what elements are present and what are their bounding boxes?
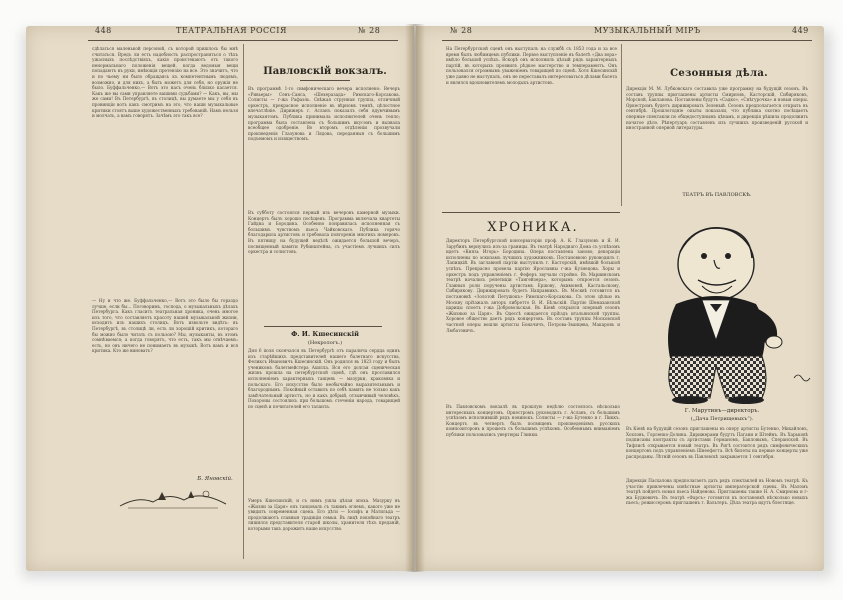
- caricature-caption-2: („Дача Петрищевыхъ“).: [690, 416, 754, 422]
- landscape-vignette: [118, 486, 228, 512]
- right-running-title: МУЗЫКАЛЬНЫЙ МІРЪ: [594, 26, 701, 35]
- left-column-rule: [243, 44, 244, 559]
- caricature-illustration: [624, 208, 814, 404]
- chronicle-rule: [442, 212, 620, 213]
- theatre-note: ТЕАТРЪ ВЪ ПАВЛОВСКѢ.: [682, 192, 752, 198]
- signature: Б. Яновскій.: [197, 476, 233, 482]
- left-running-title: ТЕАТРАЛЬНАЯ РОССІЯ: [176, 26, 287, 35]
- right-header-rule: [442, 40, 812, 41]
- page-gutter: [405, 24, 425, 572]
- season-title: Сезонныя дѣла.: [670, 68, 768, 79]
- obituary-rule-top: [264, 326, 382, 327]
- right-column-text-1: На Петербургской сценѣ онъ выступалъ на службѣ съ 1853 года и за все время былъ любимцемъ публики. Первое выступленіе въ балетѣ «Два вора» имѣло большой успѣхъ. Вскорѣ онъ исполнилъ цѣлый рядъ характерныхъ партій, въ которыхъ проявилъ рѣдкое мастерство и темпераментъ. Онъ пользовался огромнымъ уваженіемъ товарищей по сценѣ. Хотя Кшесинскій уже давно не выступалъ, онъ не переставалъ интересоваться дѣлами балета и являлся вдохновителемъ молодыхъ артистовъ.: [446, 46, 617, 85]
- pavlovsk-underline: [300, 80, 350, 81]
- obituary-text: Дня 6 іюля скончался въ Петербургѣ отъ паралича сердца одинъ изъ старѣйшихъ представителей нашего балетнаго искусства, Феликсъ Ивановичъ Кшесинскій. Онъ родился въ 1823 году и былъ ученикомъ балетмейстера Ахилла. Вся его долгая сценическая жизнь прошла на петербургской сценѣ, гдѣ онъ прославился исполненіемъ характерныхъ танцевъ — мазурки, краковяка и польскаго. Его искусство было необычайно выразительнымъ и благороднымъ. Покойный оставилъ по себѣ память не только какъ замѣчательный артистъ, но и какъ добрый, отзывчивый человѣкъ. Похороны состоялись при большомъ стеченіи народа, товарищей по сценѣ и почитателей его таланта.: [248, 348, 400, 409]
- obituary-sub: (Некрологъ.): [307, 340, 343, 346]
- right-issue-number: № 28: [450, 26, 473, 35]
- chronicle-text-2: Въ Павловскомъ вокзалѣ въ прошлую недѣлю состоялось нѣсколько интересныхъ концертовъ. Оркестромъ руководилъ г. Асланъ, съ большимъ успѣхомъ исполнившій рядъ новинокъ. Солисты — г-жа Бутенко и г. Пиккъ. Концертъ въ четвергъ былъ посвященъ произведеніямъ русскихъ композиторовъ и прошелъ съ большимъ успѣхомъ. Особеннымъ вниманіемъ публики пользовались увертюры Глинки.: [446, 404, 620, 437]
- right-column-text-bottom-2: Дирекція Пасхалова предполагаетъ дать рядъ спектаклей въ Новомъ театрѣ. Къ участію привлечены извѣстные артисты императорской сцены. Въ Маломъ театрѣ пойдетъ новая пьеса Найденова. Приглашены также Н. А. Смирнова и г-жа Будкевичъ. Въ театрѣ «Фарсъ» готовятся къ постановкѣ нѣсколько новыхъ пьесъ; режиссеромъ приглашенъ г. Вальтеръ. Дѣла театра идутъ блестяще.: [626, 478, 808, 506]
- pavlovsk-text-2: Въ субботу состоялся первый изъ вечеровъ камерной музыки. Концертъ былъ хорошо посѣщенъ. Программа включала квартеты Гайдна и Бородина. Особенно понравилась исполненная съ большимъ чувствомъ пьеса Чайковскаго. Публика горячо благодарила артистовъ и требовала повторенія многихъ номеровъ. Въ пятницу на будущей недѣлѣ ожидается большой вечеръ, посвященный памяти Рубинштейна, съ участіемъ лучшихъ силъ оркестра и солистовъ.: [248, 210, 400, 255]
- caricature-caption-1: Г. Марутинъ—директоръ.: [684, 408, 760, 414]
- left-header-rule: [88, 40, 398, 41]
- obituary-text-2: Умеръ Кшесинскій, и съ нимъ ушла цѣлая эпоха. Мазурку въ «Жизни за Царя» онъ танцовалъ съ такимъ огнемъ, какого уже не увидитъ современная сцена. Его дѣти — Іосифъ и Матильда — продолжаютъ славныя традиціи семьи. Въ лицѣ покойнаго театръ лишился представителя старой школы, хранителя тѣхъ преданій, которыми такъ дорожитъ наше искусство.: [248, 498, 400, 531]
- pavlovsk-title: Павловскій вокзалъ.: [263, 66, 387, 77]
- right-column-rule: [621, 44, 622, 206]
- left-issue-number: № 28: [358, 26, 381, 35]
- left-column-text-1: сдѣлаться маленькой персоной, съ которой пришлось бы мнѣ считаться. Вредъ ли есть надобность распространяться о тѣхъ ужасныхъ послѣдствіяхъ, какія проистекаютъ отъ такого ненормальнаго положенія вещей, когда ведомыя вещи попадаютъ въ руки, имѣющія претензію на все. Это значитъ, что и по чьему ни было обращаясь къ компетентнымъ людямъ, возможно, и для нихъ, а быть можетъ для себя, но оружія не было. Буффальченко,— Вотъ это насъ очень близко касается. Какъ же вы сами управляете вашими судьбами? — Какъ, вы, мы же сами! Въ Петербургѣ, въ столицѣ, вы думаете мы у себя въ провинціи вотъ какъ смотримъ на это, что наши музыкальные критики стоятъ выше художественныхъ требованій. Намъ нельзя и молчать, а вамъ говорятъ. Зачѣмъ это такъ все?: [92, 46, 238, 119]
- left-page-number: 448: [95, 26, 112, 35]
- season-text: Дирекція М. М. Лубковскаго составила уже программу на будущій сезонъ. Въ составъ труппы приглашены артисты Смирновъ, Касторскій, Сибиряковъ, Морской, Бакланова. Поставлены будутъ «Садко», «Снѣгурочка» и новыя оперы. Оркестромъ будетъ дирижировать Зеленый. Сезонъ предполагается открыть въ сентябрѣ. Прошлогодніе опыты показали, что публика охотно посѣщаетъ оперные спектакли по общедоступнымъ цѣнамъ, и дирекція рѣшила продолжить начатое дѣло. Рѣпертуаръ составленъ изъ лучшихъ произведеній русской и иностранной оперной литературы.: [626, 86, 808, 131]
- obituary-title: Ф. И. Кшесинскій: [291, 330, 359, 338]
- chronicle-text-1: Директоръ Петербургской консерваторіи проф. А. К. Глазуновъ и Я. И. Зарубинъ вернулись изъ-за границы. Въ театрѣ Народнаго Дома съ успѣхомъ идетъ «Князь Игорь» Бородина. Опера поставлена заново; декораціи исполнены по эскизамъ лучшихъ художниковъ. Постановкою руководилъ г. Лапицкій. Въ заглавной партіи выступилъ г. Касторскій, имѣвшій большой успѣхъ. Прекрасно провела партію Ярославны г-жа Кузнецова. Хоры и оркестръ подъ управленіемъ г. Феферъ звучали стройно. Въ Мариинскомъ театрѣ начались репетиціи «Тангейзера», которымъ откроется сезонъ. Главныя роли поручены артистамъ Ершову, Акимовой, Кастальскому, Сибирякову. Дирижировать будетъ Направникъ. Въ Москвѣ готовится къ постановкѣ «Золотой Петушокъ» Римскаго-Корсакова. Съ этою цѣлью въ Москву пріѣзжалъ авторъ либретто В. И. Бѣльскій. Партію Шемаханской царицы споетъ г-жа Добровольская. Въ Кіевѣ открылся оперный сезонъ «Жизнью за Царя». Въ Одессѣ ожидается пріѣздъ итальянской труппы. Хоровое общество даетъ рядъ концертовъ. Въ составъ труппы Московской частной оперы вошли артисты Боначичъ, Петрова-Званцева, Макаровъ и Любатовичъ.: [446, 238, 620, 333]
- pavlovsk-text: Въ программѣ 1-го симфоническаго вечера исполнено: Вечеръ «Ривьеры» Сенъ-Санса, «Шехеразада» Римскаго-Корсакова. Солисты — г-жа Рафаэль. Свѣжая струнная группа, отличный оркестръ, прекрасное исполненіе въ вѣрномъ темпѣ, цѣлостное впечатлѣніе. Дирижеръ г. Асланъ показалъ себя вдумчивымъ музыкантомъ. Публика принимала исполнителей очень тепло; программа была составлена съ большимъ вкусомъ и вызвала всеобщее одобреніе. Во второмъ отдѣленіи прозвучали произведенія Глазунова и Лядова, переданныя съ большимъ подъемомъ и изяществомъ.: [248, 86, 400, 142]
- right-page-number: 449: [792, 26, 809, 35]
- chronicle-title: ХРОНИКА.: [487, 220, 579, 235]
- right-column-text-bottom: Въ Кіевѣ на будущій сезонъ приглашены въ оперу артисты Бутенко, Михайловъ, Хохловъ, Горленко-Долина. Дирижерами будутъ Пагани и Штейнъ. Въ Харьковѣ подписаны контракты съ артистами Германомъ, Бакловымъ, Сперанской. Въ Тифлисѣ открывается новый театръ. Въ Ригѣ состоится рядъ симфоническихъ концертовъ подъ управленіемъ Шнеефогта. Всѣ билеты на первые концерты уже распроданы. Лѣтній сезонъ въ Павловскѣ закрывается 1 сентября.: [626, 426, 808, 459]
- left-column-text-2: — Ну и что же. Буффальченко,— Вотъ это было бы гораздо лучше, если бы... Поговоримъ, господа, о музыкальныхъ дѣлахъ Петербурга. Какъ гласитъ театральная хроника, очень многое изъ того, что составляетъ красоту нашей музыкальной жизни, исходитъ изъ нашихъ столицъ. Вотъ извольте видѣть: въ Петербургѣ, въ столицѣ ли, есть ли хорошій критикъ, котораго бы можно было читать съ пользою? Мы, музыканты, въ этомъ сомнѣваемся; а когда говорятъ, что есть, такъ мы отвѣчаемъ: есть, но онъ ничего не понимаетъ въ музыкѣ. Вотъ вамъ и вся критика. Кто же виноватъ?: [92, 298, 238, 354]
